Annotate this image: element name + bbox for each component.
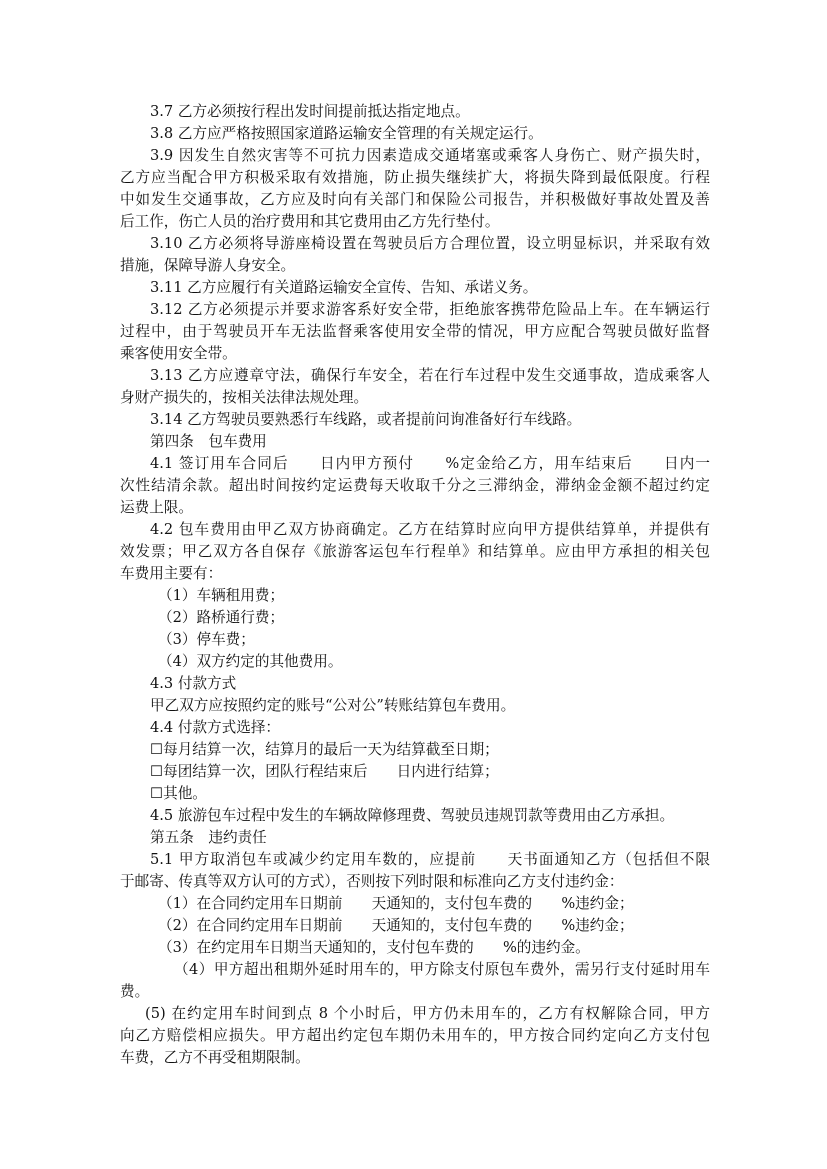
fee-item-1: （1）车辆租用费； [158, 587, 285, 604]
payment-option-per-group[interactable] [150, 761, 710, 783]
fee-item-4: （4）双方约定的其他费用。 [158, 653, 343, 670]
checkbox-icon[interactable]: ☐ [150, 785, 164, 802]
clause-3-10: 3.10 乙方必须将导游座椅设置在驾驶员后方合理位置，设立明显标识，并采取有效 [150, 235, 710, 252]
clause-3-12: 3.12 乙方必须提示并要求游客系好安全带，拒绝旅客携带危险品上车。在车辆运行 [150, 301, 710, 318]
payment-option-other[interactable] [150, 783, 710, 805]
clause-3-9-cont: 后工作，伤亡人员的治疗费用和其它费用由乙方先行垫付。 [120, 213, 500, 230]
penalty-item-2: （2）在合同约定用车日期前 天通知的，支付包车费的 %违约金； [158, 917, 634, 934]
clause-5-1: 5.1 甲方取消包车或减少约定用车数的，应提前 天书面通知乙方（包括但不限 [150, 851, 710, 868]
clause-4-1-cont: 次性结清余款。超出时间按约定运费每天收取千分之三滞纳金，滞纳金金额不超过约定 [120, 477, 710, 494]
clause-4-1: 4.1 签订用车合同后 日内甲方预付 %定金给乙方，用车结束后 日内一 [150, 455, 710, 472]
penalty-item-3: （3）在约定用车日期当天通知的，支付包车费的 %的违约金。 [158, 939, 590, 956]
payment-option-monthly[interactable] [150, 739, 710, 761]
fee-item-2: （2）路桥通行费； [158, 609, 285, 626]
clause-4-2: 4.2 包车费用由甲乙双方协商确定。乙方在结算时应向甲方提供结算单，并提供有 [150, 521, 710, 538]
clause-3-13: 3.13 乙方应遵章守法，确保行车安全，若在行车过程中发生交通事故，造成乘客人 [150, 367, 710, 384]
checkbox-icon[interactable]: ☐ [150, 763, 164, 780]
clause-5-1-cont: 于邮寄、传真等双方认可的方式），否则按下列时限和标准向乙方支付违约金： [120, 873, 624, 890]
article-4-heading: 第四条 包车费用 [150, 433, 267, 450]
clause-3-13-cont: 身财产损失的，按相关法律法规处理。 [120, 389, 369, 406]
clause-3-12-cont: 过程中，由于驾驶员开车无法监督乘客使用安全带的情况，甲方应配合驾驶员做好监督 [120, 323, 710, 340]
payment-option-label: 其他。 [163, 785, 207, 802]
clause-3-9: 3.9 因发生自然灾害等不可抗力因素造成交通堵塞或乘客人身伤亡、财产损失时， [150, 147, 710, 164]
clause-3-14: 3.14 乙方驾驶员要熟悉行车线路，或者提前问询准备好行车线路。 [150, 411, 582, 428]
checkbox-icon[interactable]: ☐ [150, 741, 164, 758]
penalty-item-1: （1）在合同约定用车日期前 天通知的，支付包车费的 %违约金； [158, 895, 634, 912]
clause-3-10-cont: 措施，保障导游人身安全。 [120, 257, 296, 274]
payment-option-label: 每月结算一次，结算月的最后一天为结算截至日期； [163, 741, 499, 758]
penalty-item-5-cont: 车费，乙方不再受租期限制。 [120, 1049, 310, 1066]
clause-4-2-cont: 效发票；甲乙双方各自保存《旅游客运包车行程单》和结算单。应由甲方承担的相关包 [120, 543, 710, 560]
clause-4-2-cont: 车费用主要有： [120, 565, 223, 582]
penalty-item-5-cont: 向乙方赔偿相应损失。甲方超出约定包车期仍未用车的，甲方按合同约定向乙方支付包 [120, 1027, 710, 1044]
clause-3-9-cont: 中如发生交通事故，乙方应及时向有关部门和保险公司报告，并积极做好事故处置及善 [120, 191, 710, 208]
penalty-item-4-cont: 费。 [120, 983, 150, 1000]
article-5-heading: 第五条 违约责任 [150, 829, 267, 846]
penalty-item-5: (5) 在约定用车时间到点 8 个小时后，甲方仍未用车的，乙方有权解除合同，甲方 [145, 1005, 710, 1022]
clause-4-3-text: 甲乙双方应按照约定的账号“公对公”转账结算包车费用。 [150, 697, 516, 714]
clause-4-3: 4.3 付款方式 [150, 675, 237, 692]
clause-3-11: 3.11 乙方应履行有关道路运输安全宣传、告知、承诺义务。 [150, 279, 538, 296]
clause-3-12-cont: 乘客使用安全带。 [120, 345, 237, 362]
clause-4-5: 4.5 旅游包车过程中发生的车辆故障修理费、驾驶员违规罚款等费用由乙方承担。 [150, 807, 675, 824]
payment-option-label: 每团结算一次，团队行程结束后 日内进行结算； [163, 763, 499, 780]
clause-4-4: 4.4 付款方式选择： [150, 719, 281, 736]
penalty-item-4: （4）甲方超出租期外延时用车的，甲方除支付原包车费外，需另行支付延时用车 [174, 961, 710, 978]
clause-3-8: 3.8 乙方应严格按照国家道路运输安全管理的有关规定运行。 [150, 125, 543, 142]
fee-item-3: （3）停车费； [158, 631, 255, 648]
clause-3-7: 3.7 乙方必须按行程出发时间提前抵达指定地点。 [150, 103, 470, 120]
clause-4-1-cont: 运费上限。 [120, 499, 193, 516]
clause-3-9-cont: 乙方应当配合甲方积极采取有效措施，防止损失继续扩大，将损失降到最低限度。行程 [120, 169, 710, 186]
